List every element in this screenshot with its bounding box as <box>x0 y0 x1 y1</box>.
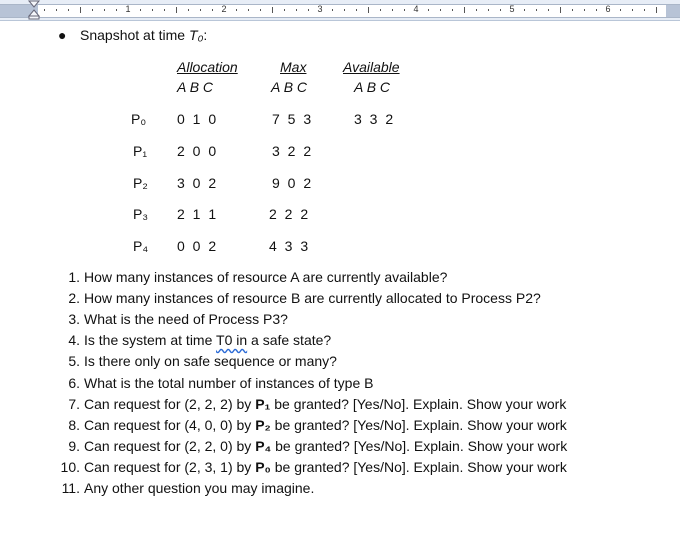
ruler-number: 6 <box>605 4 611 14</box>
ruler-number: 4 <box>413 4 419 14</box>
allocation-header: Allocation <box>177 59 238 75</box>
list-item <box>56 310 288 328</box>
ruler-tick <box>236 9 237 11</box>
process-label: P₂ <box>133 175 148 191</box>
list-item <box>56 268 447 286</box>
horizontal-ruler[interactable] <box>0 0 680 21</box>
max-cell: 2 2 2 <box>269 206 311 222</box>
question-text-post: be granted? [Yes/No]. Explain. Show your work <box>270 459 567 475</box>
question-text-post: be granted? [Yes/No]. Explain. Show your work <box>270 417 567 433</box>
question-text <box>84 395 566 413</box>
ruler-number: 1 <box>125 4 131 14</box>
list-number: 8. <box>68 417 80 433</box>
spelling-flagged-text[interactable]: T0 in <box>216 332 248 348</box>
ruler-tick <box>200 9 201 11</box>
max-cell: 3 2 2 <box>272 143 314 159</box>
allocation-cell: 2 0 0 <box>177 143 219 159</box>
list-item <box>56 437 567 455</box>
max-cell: 4 3 3 <box>269 238 311 254</box>
max-cell: 9 0 2 <box>272 175 314 191</box>
list-number: 6. <box>68 375 80 391</box>
ruler-tick <box>188 9 189 11</box>
ruler-tick <box>104 9 105 11</box>
question-text-pre: Can request for (2, 3, 1) by <box>84 459 256 475</box>
question-text-pre: Can request for (4, 0, 0) by <box>84 417 256 433</box>
list-item <box>56 479 314 497</box>
list-number: 3. <box>68 311 80 327</box>
ruler-tick <box>596 9 597 11</box>
ruler-tick <box>248 9 249 11</box>
process-label: P₃ <box>133 206 149 222</box>
time-symbol: T₀ <box>188 27 204 43</box>
list-item <box>56 331 331 349</box>
snapshot-colon: : <box>203 27 208 43</box>
ruler-tick <box>68 9 69 11</box>
process-bold: P₄ <box>255 438 272 454</box>
list-item <box>56 395 566 413</box>
list-number: 11. <box>61 480 80 496</box>
process-bold: P₁ <box>255 396 271 412</box>
question-text-pre: Is the system at time <box>84 332 217 348</box>
ruler-tick <box>92 9 93 11</box>
ruler-tick <box>344 9 345 11</box>
ruler-tick <box>56 9 57 11</box>
max-cell: 7 5 3 <box>272 111 314 127</box>
question-text <box>84 416 567 434</box>
ruler-tick <box>380 9 381 11</box>
ruler-number: 5 <box>509 4 515 14</box>
ruler-tick <box>452 9 453 11</box>
ruler-tick <box>356 9 357 11</box>
ruler-tick <box>476 9 477 11</box>
list-number: 10. <box>60 459 80 475</box>
list-item <box>56 374 373 392</box>
allocation-cell: 3 0 2 <box>177 175 219 191</box>
allocation-cell: 0 1 0 <box>177 111 219 127</box>
question-text: How many instances of resource B are currently allocated to Process P2? <box>84 290 541 306</box>
ruler-tick <box>584 9 585 11</box>
question-text <box>84 437 567 455</box>
document-page[interactable] <box>0 20 680 536</box>
available-header: Available <box>343 59 400 75</box>
ruler-tick <box>308 9 309 11</box>
process-label: P₀ <box>131 111 147 127</box>
max-header: Max <box>280 59 307 75</box>
question-text: What is the need of Process P3? <box>84 311 288 327</box>
ruler-tick <box>176 7 177 13</box>
ruler-tick <box>404 9 405 11</box>
ruler-tick <box>644 9 645 11</box>
question-text: Any other question you may imagine. <box>84 480 315 496</box>
snapshot-label: Snapshot at time <box>80 27 189 43</box>
ruler-tick <box>296 9 297 11</box>
ruler-tick <box>44 9 45 11</box>
list-number: 9. <box>68 438 80 454</box>
ruler-tick <box>536 9 537 11</box>
list-item <box>56 416 567 434</box>
list-number: 4. <box>68 332 80 348</box>
ruler-tick <box>164 9 165 11</box>
allocation-subheader: A B C <box>177 79 214 95</box>
ruler-tick <box>464 7 465 13</box>
ruler-tick <box>332 9 333 11</box>
available-cell: 3 3 2 <box>354 111 396 127</box>
list-number: 7. <box>68 396 80 412</box>
ruler-tick <box>272 7 273 13</box>
indent-marker-icon[interactable] <box>28 0 40 20</box>
process-bold: P₂ <box>255 417 271 433</box>
ruler-tick <box>632 9 633 11</box>
ruler-tick <box>428 9 429 11</box>
ruler-tick <box>524 9 525 11</box>
ruler-tick <box>488 9 489 11</box>
snapshot-heading <box>80 26 207 44</box>
question-text: How many instances of resource A are currently available? <box>84 269 448 285</box>
ruler-tick <box>140 9 141 11</box>
ruler-tick <box>368 7 369 13</box>
question-text: What is the total number of instances of type B <box>84 375 374 391</box>
question-text-post: be granted? [Yes/No]. Explain. Show your work <box>270 396 567 412</box>
ruler-number: 3 <box>317 4 323 14</box>
ruler-tick <box>500 9 501 11</box>
process-bold: P₀ <box>255 459 271 475</box>
ruler-tick <box>80 7 81 13</box>
process-label: P₄ <box>133 238 149 254</box>
list-number: 2. <box>68 290 80 306</box>
bullet-icon: ● <box>58 27 67 43</box>
question-text <box>84 458 567 476</box>
list-item <box>56 352 337 370</box>
ruler-right-margin <box>666 4 680 18</box>
ruler-tick <box>284 9 285 11</box>
process-label: P₁ <box>133 143 148 159</box>
ruler-tick <box>656 7 657 13</box>
ruler-tick <box>260 9 261 11</box>
list-item <box>56 289 541 307</box>
max-subheader: A B C <box>271 79 308 95</box>
ruler-tick <box>548 9 549 11</box>
available-subheader: A B C <box>354 79 391 95</box>
ruler-number: 2 <box>221 4 227 14</box>
ruler-tick <box>392 9 393 11</box>
question-text-post: a safe state? <box>247 332 332 348</box>
ruler-tick <box>572 9 573 11</box>
question-text-pre: Can request for (2, 2, 0) by <box>84 438 256 454</box>
allocation-cell: 0 0 2 <box>177 238 219 254</box>
allocation-cell: 2 1 1 <box>177 206 219 222</box>
list-item <box>56 458 567 476</box>
ruler-tick <box>212 9 213 11</box>
ruler-tick <box>440 9 441 11</box>
question-text-post: be granted? [Yes/No]. Explain. Show your work <box>271 438 568 454</box>
ruler-tick <box>152 9 153 11</box>
list-number: 1. <box>68 269 80 285</box>
ruler-tick <box>560 7 561 13</box>
list-number: 5. <box>68 353 80 369</box>
question-text <box>84 331 331 349</box>
question-text: Is there only on safe sequence or many? <box>84 353 337 369</box>
question-text-pre: Can request for (2, 2, 2) by <box>84 396 256 412</box>
ruler-tick <box>116 9 117 11</box>
ruler-tick <box>620 9 621 11</box>
